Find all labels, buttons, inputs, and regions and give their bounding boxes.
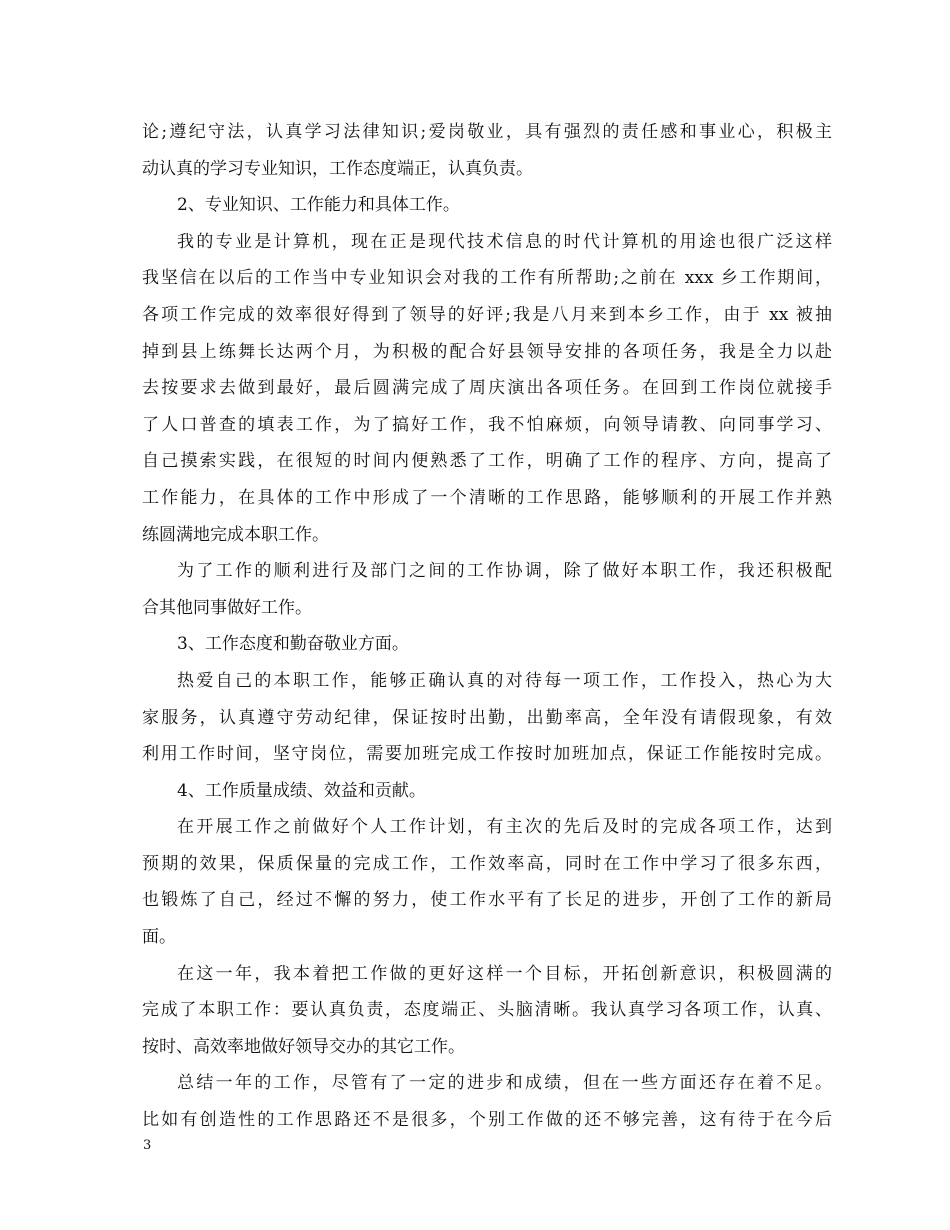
- text-line: 各项工作完成的效率很好得到了领导的好评;我是八月来到本乡工作，由于 xx 被抽: [142, 304, 832, 325]
- text-line: 工作能力，在具体的工作中形成了一个清晰的工作思路，能够顺利的开展工作并熟: [142, 487, 832, 508]
- text-line: 按时、高效率地做好领导交办的其它工作。: [142, 1036, 465, 1057]
- section-heading: 4、工作质量成绩、效益和贡献。: [177, 780, 426, 801]
- text-line: 我坚信在以后的工作当中专业知识会对我的工作有所帮助;之前在 xxx 乡工作期间，: [142, 268, 832, 289]
- text-line: 了人口普查的填表工作，为了搞好工作，我不怕麻烦，向领导请教、向同事学习、: [142, 414, 832, 435]
- text-line: 我的专业是计算机，现在正是现代技术信息的时代计算机的用途也很广泛这样: [177, 231, 832, 252]
- text-line: 比如有创造性的工作思路还不是很多，个别工作做的还不够完善，这有待于在今后: [142, 1110, 832, 1131]
- text-line: 家服务，认真遵守劳动纪律，保证按时出勤，出勤率高，全年没有请假现象，有效: [142, 707, 832, 728]
- text-line: 面。: [142, 927, 176, 948]
- body-text: [142, 114, 832, 1139]
- text-line: 预期的效果，保质保量的完成工作，工作效率高，同时在工作中学习了很多东西，: [142, 853, 832, 874]
- text-line: 在这一年，我本着把工作做的更好这样一个目标，开拓创新意识，积极圆满的: [177, 963, 832, 984]
- text-line: 论;遵纪守法，认真学习法律知识;爱岗敬业，具有强烈的责任感和事业心，积极主: [142, 122, 832, 142]
- text-line: 完成了本职工作：要认真负责，态度端正、头脑清晰。我认真学习各项工作，认真、: [142, 1000, 832, 1021]
- text-line: 练圆满地完成本职工作。: [142, 524, 329, 545]
- text-line: 热爱自己的本职工作，能够正确认真的对待每一项工作，工作投入，热心为大: [177, 670, 832, 691]
- section-heading: 3、工作态度和勤奋敬业方面。: [177, 634, 409, 655]
- page-number: 3: [143, 1138, 152, 1153]
- text-line: 自己摸索实践，在很短的时间内便熟悉了工作，明确了工作的程序、方向，提高了: [142, 451, 832, 472]
- text-line: 去按要求去做到最好，最后圆满完成了周庆演出各项任务。在回到工作岗位就接手: [142, 378, 832, 399]
- text-line: 为了工作的顺利进行及部门之间的工作协调，除了做好本职工作，我还积极配: [177, 561, 832, 582]
- text-line: 总结一年的工作，尽管有了一定的进步和成绩，但在一些方面还存在着不足。: [177, 1073, 832, 1094]
- text-line: 掉到县上练舞长达两个月，为积极的配合好县领导安排的各项任务，我是全力以赴: [142, 341, 832, 362]
- text-line: 也锻炼了自己，经过不懈的努力，使工作水平有了长足的进步，开创了工作的新局: [142, 890, 832, 911]
- text-line: 合其他同事做好工作。: [142, 597, 312, 618]
- section-heading: 2、专业知识、工作能力和具体工作。: [177, 195, 460, 216]
- text-line: 利用工作时间，坚守岗位，需要加班完成工作按时加班加点，保证工作能按时完成。: [142, 744, 832, 765]
- text-line: 在开展工作之前做好个人工作计划，有主次的先后及时的完成各项工作，达到: [177, 817, 832, 838]
- text-line: 动认真的学习专业知识，工作态度端正，认真负责。: [142, 158, 533, 179]
